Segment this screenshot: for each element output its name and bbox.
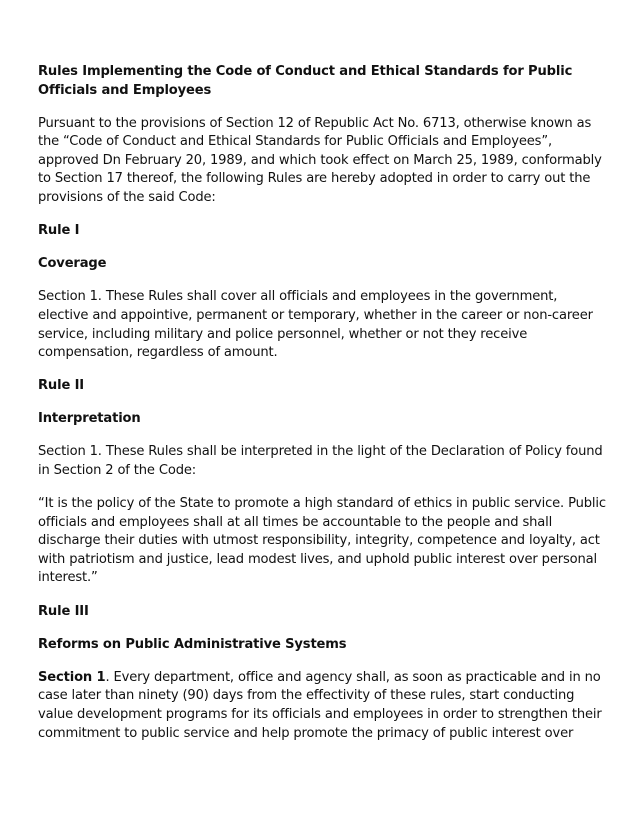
rule-1-label: Rule I — [38, 223, 80, 239]
rule-2-policy-quote: “It is the policy of the State to promote a high standard of ethics in public service. Public officials and employees shall at all times be accountable to the people and shall discharge their duties with utmost responsibility, integrity, competence and loyalty, act with patriotism and justice, lead modest lives, and uphold public interest over personal interest.” — [38, 496, 606, 586]
rule-2-label: Rule II — [38, 378, 85, 394]
rule-2-heading: Interpretation — [38, 411, 141, 427]
document-page — [38, 63, 610, 758]
rule-3-section-1 — [38, 669, 610, 743]
rule-3-section-1-text: . Every department, office and agency shall, as soon as practicable and in no case later than ninety (90) days from the effectivity of these rules, start conducting value development programs for its officials and employees in order to strengthen their commitment to public service and help promote the primacy of public interest over — [38, 669, 602, 741]
intro-paragraph: Pursuant to the provisions of Section 12 of Republic Act No. 6713, otherwise known as the “Code of Conduct and Ethical Standards for Public Officials and Employees”, approved Dn February 20, 1989, and which took effect on March 25, 1989, conformably to Section 17 thereof, the following Rules are hereby adopted in order to carry out the provisions of the said Code: — [38, 115, 602, 206]
document-title: Rules Implementing the Code of Conduct and Ethical Standards for Public Officials and Employees — [38, 64, 573, 98]
rule-2-section-1: Section 1. These Rules shall be interpreted in the light of the Declaration of Policy found in Section 2 of the Code: — [38, 444, 603, 478]
rule-1-heading: Coverage — [38, 256, 107, 272]
rule-1-section-1: Section 1. These Rules shall cover all officials and employees in the government, elective and appointive, permanent or temporary, whether in the career or non-career service, including military and police personnel, whether or not they receive compensation, regardless of amount. — [38, 289, 593, 361]
rule-3-label: Rule III — [38, 603, 89, 619]
rule-3-section-1-label: Section 1 — [38, 669, 106, 685]
rule-3-heading: Reforms on Public Administrative Systems — [38, 636, 347, 652]
